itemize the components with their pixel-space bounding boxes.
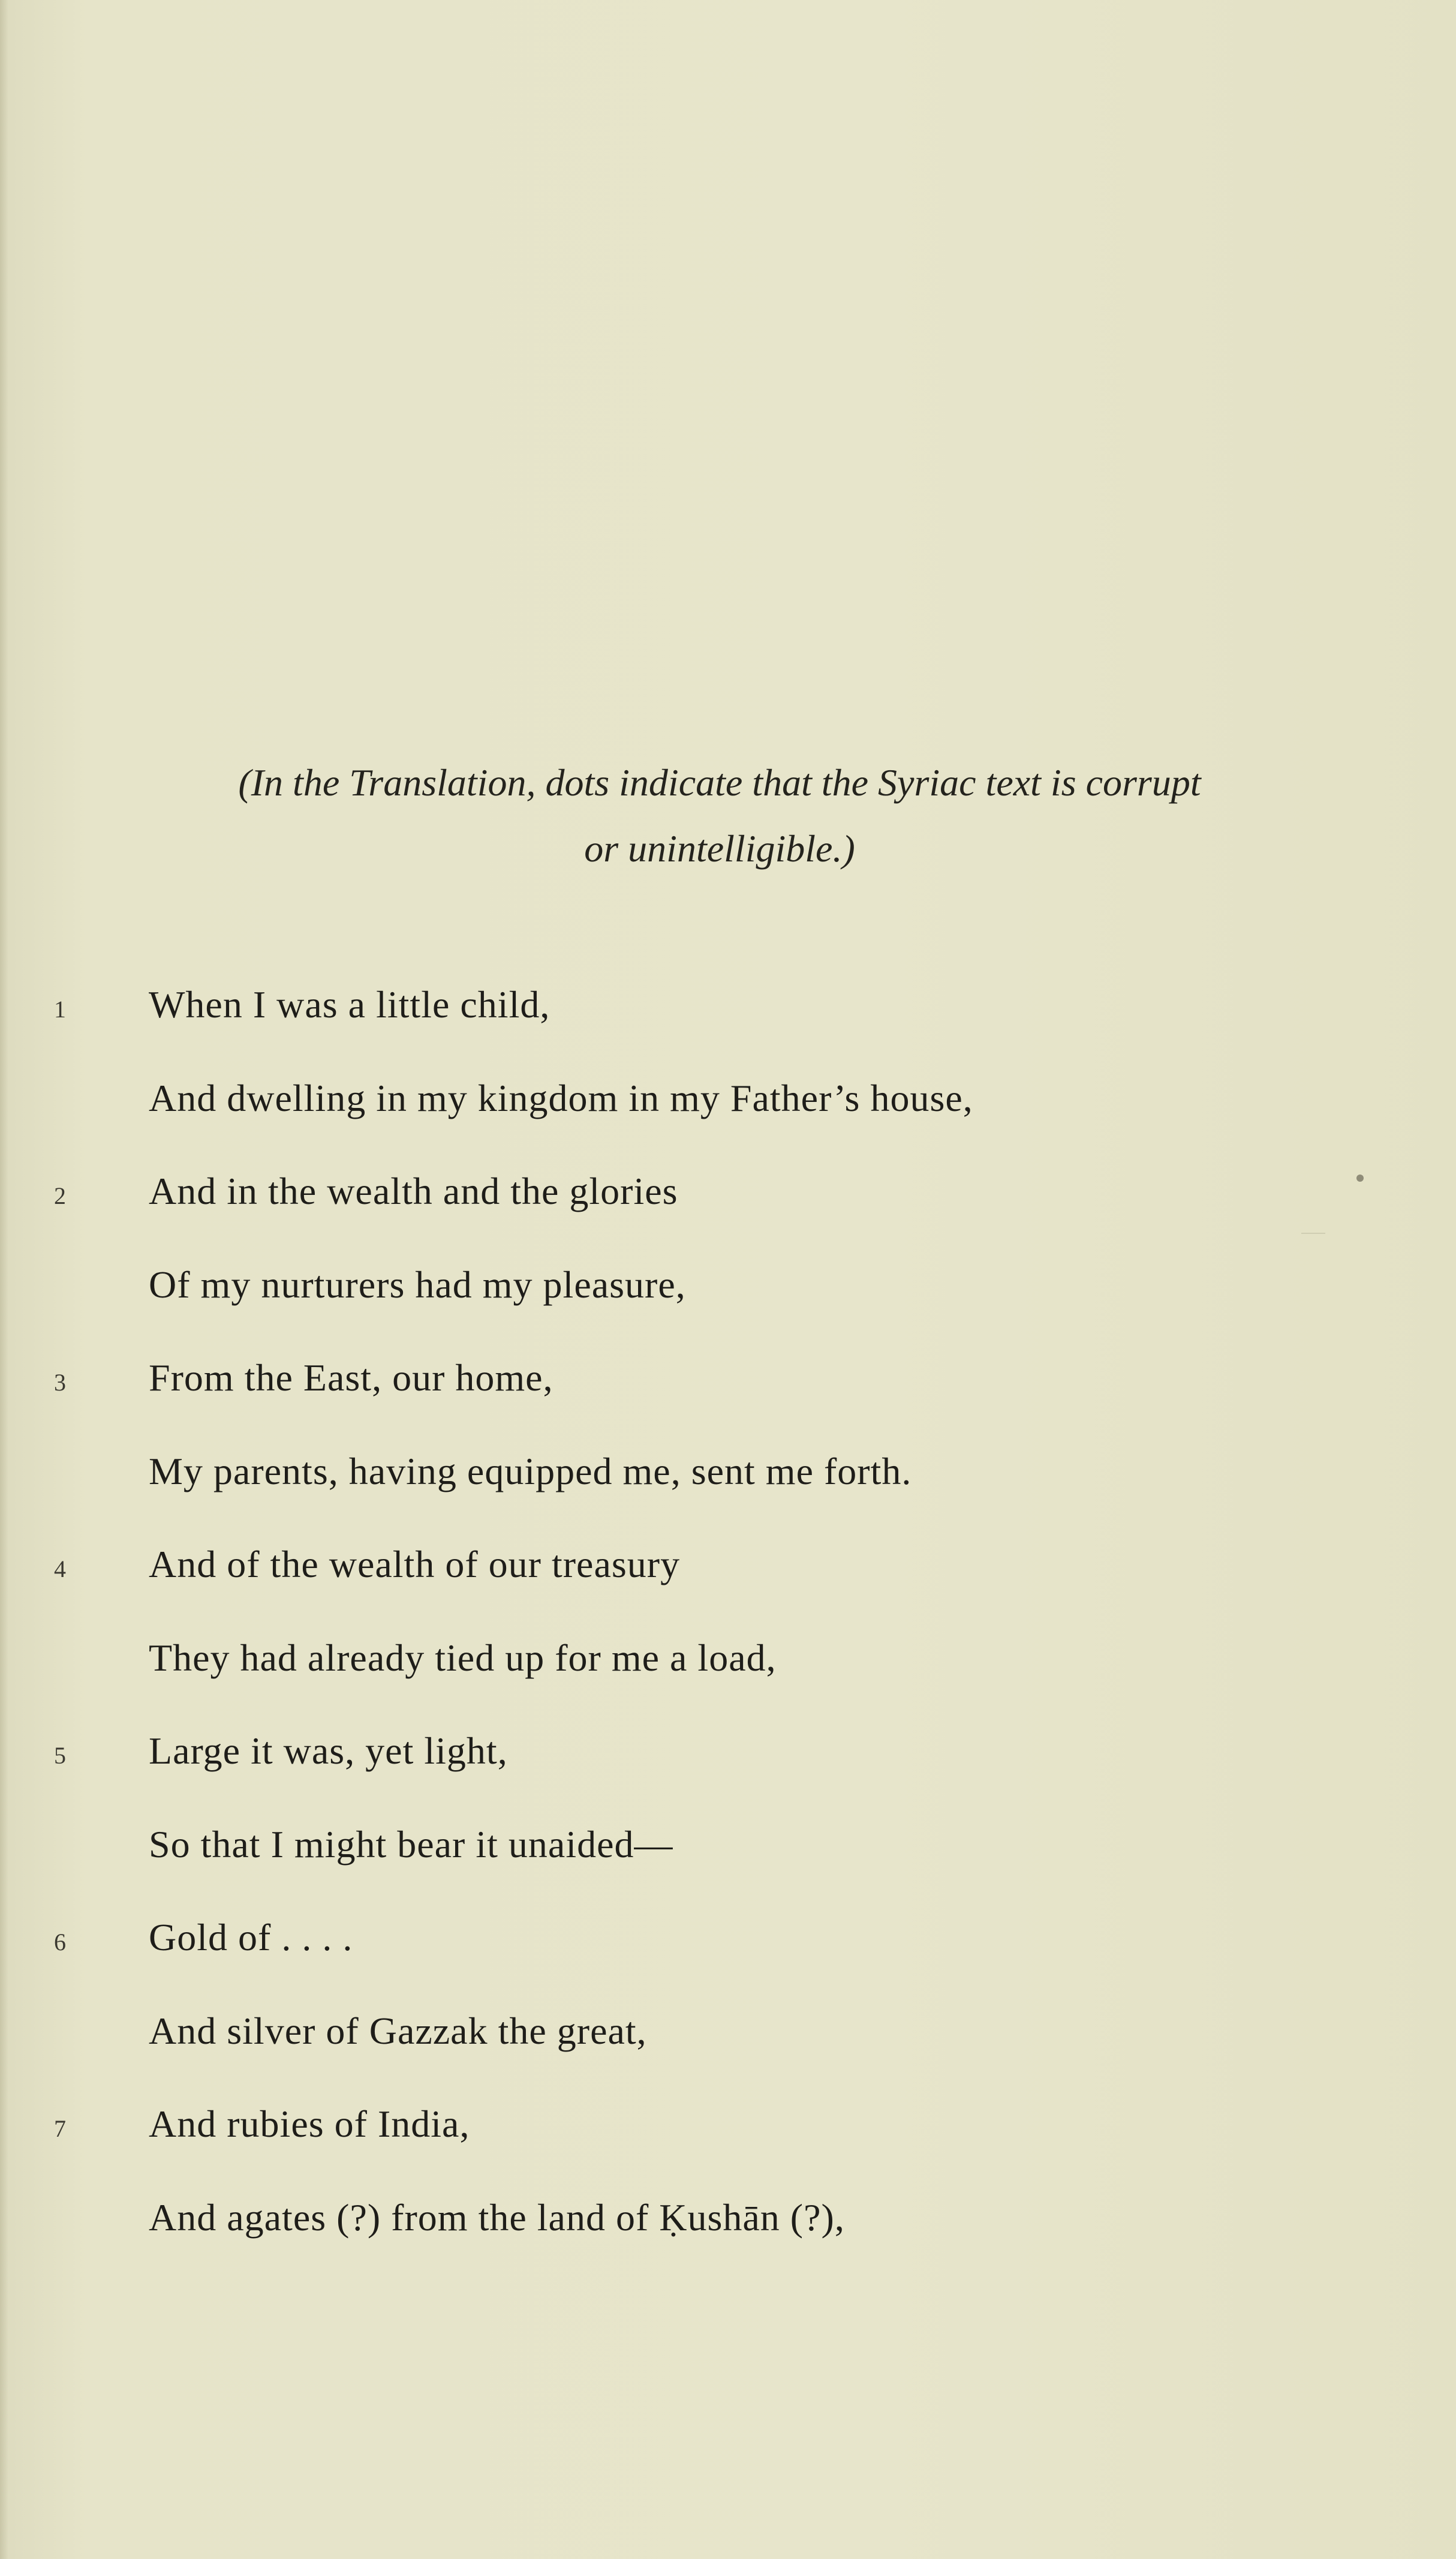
verse-text: They had already tied up for me a load,	[149, 1636, 777, 1679]
verse-line	[0, 1821, 1456, 1914]
verse-text: And dwelling in my kingdom in my Father’s house,	[149, 1076, 973, 1119]
verse-text: And agates (?) from the land of Ḳushān (?),	[149, 2195, 845, 2239]
verse-line	[0, 2007, 1456, 2101]
verse-line	[0, 2194, 1456, 2287]
translation-note-line-2: or unintelligible.)	[584, 827, 855, 870]
verse-line	[0, 1447, 1456, 1541]
verse-line	[0, 1074, 1456, 1168]
verse-text: And of the wealth of our treasury	[149, 1543, 681, 1585]
verse-number: 7	[54, 2115, 66, 2142]
verse-line	[0, 1167, 1456, 1261]
verse-text: From the East, our home,	[149, 1356, 553, 1399]
verse-line	[0, 1261, 1456, 1354]
verse-line	[0, 1634, 1456, 1728]
verse-text: My parents, having equipped me, sent me forth.	[149, 1449, 912, 1492]
verse-number: 2	[54, 1182, 66, 1209]
verse-number: 3	[54, 1369, 66, 1396]
verse-line	[0, 2100, 1456, 2194]
verse-text: And in the wealth and the glories	[149, 1170, 678, 1212]
verse-number: 6	[54, 1929, 66, 1956]
verse-text: And rubies of India,	[149, 2103, 470, 2145]
verse-text: Large it was, yet light,	[149, 1729, 508, 1772]
verse-line	[0, 981, 1456, 1074]
translation-note	[144, 750, 1295, 882]
verse-number: 1	[54, 996, 66, 1023]
verse-number: 5	[54, 1742, 66, 1769]
verse-line	[0, 1540, 1456, 1634]
verse-text: Gold of . . . .	[149, 1916, 353, 1959]
verse-text: When I was a little child,	[149, 983, 550, 1026]
verse-text: And silver of Gazzak the great,	[149, 2009, 647, 2052]
verse-number: 4	[54, 1555, 66, 1582]
verse-line	[0, 1354, 1456, 1447]
verse-text: Of my nurturers had my pleasure,	[149, 1263, 686, 1306]
verse-line	[0, 1727, 1456, 1821]
verse-line	[0, 1914, 1456, 2007]
verse-text: So that I might bear it unaided—	[149, 1822, 673, 1866]
verse-list	[0, 981, 1456, 2287]
translation-note-line-1: (In the Translation, dots indicate that the Syriac text is corrupt	[238, 761, 1201, 804]
